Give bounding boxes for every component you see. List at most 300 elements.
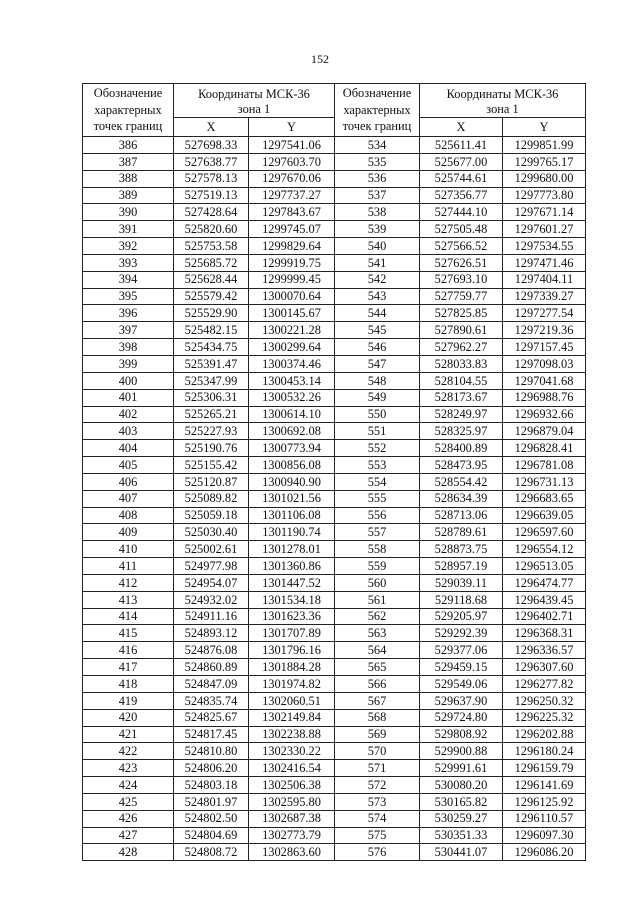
right-point-id-cell: 558 — [335, 541, 420, 558]
right-point-id-cell: 559 — [335, 558, 420, 575]
right-x-value-cell: 529724.80 — [420, 709, 503, 726]
right-x-value-cell: 527759.77 — [420, 288, 503, 305]
table-row — [83, 743, 586, 760]
table-row — [83, 490, 586, 507]
left-x-value-cell: 524876.08 — [174, 642, 249, 659]
table-row — [83, 355, 586, 372]
left-point-id-cell: 404 — [83, 440, 174, 457]
left-y-value-cell: 1300070.64 — [249, 288, 335, 305]
left-x-value-cell: 524825.67 — [174, 709, 249, 726]
right-point-id-cell: 564 — [335, 642, 420, 659]
right-x-value-cell: 527890.61 — [420, 322, 503, 339]
left-x-value-cell: 524847.09 — [174, 676, 249, 693]
right-point-id-cell: 536 — [335, 170, 420, 187]
right-y-value-cell: 1297041.68 — [503, 372, 586, 389]
right-x-value-cell: 528033.83 — [420, 355, 503, 372]
right-point-id-cell: 538 — [335, 204, 420, 221]
left-x-value-cell: 525190.76 — [174, 440, 249, 457]
right-point-id-cell: 572 — [335, 777, 420, 794]
right-x-value-cell: 527356.77 — [420, 187, 503, 204]
left-y-value-cell: 1302506.38 — [249, 777, 335, 794]
left-x-value-cell: 524860.89 — [174, 659, 249, 676]
left-point-id-cell: 418 — [83, 676, 174, 693]
right-y-value-cell: 1296731.13 — [503, 473, 586, 490]
right-y-value-cell: 1296513.05 — [503, 558, 586, 575]
table-row — [83, 423, 586, 440]
right-y-value-cell: 1296368.31 — [503, 625, 586, 642]
left-x-value-cell: 525155.42 — [174, 457, 249, 474]
left-x-value-cell: 525685.72 — [174, 254, 249, 271]
table-row — [83, 137, 586, 154]
right-x-value-cell: 528173.67 — [420, 389, 503, 406]
left-point-id-cell: 410 — [83, 541, 174, 558]
table-row — [83, 507, 586, 524]
right-point-id-cell: 562 — [335, 608, 420, 625]
right-point-id-cell: 567 — [335, 692, 420, 709]
left-x-value-cell: 527428.64 — [174, 204, 249, 221]
right-y-value-cell: 1296225.32 — [503, 709, 586, 726]
right-x-value-cell: 528249.97 — [420, 406, 503, 423]
left-x-value-cell: 527638.77 — [174, 153, 249, 170]
right-point-id-cell: 573 — [335, 793, 420, 810]
table-row — [83, 793, 586, 810]
right-y-value-cell: 1296307.60 — [503, 659, 586, 676]
left-y-value-cell: 1300773.94 — [249, 440, 335, 457]
left-y-value-cell: 1301021.56 — [249, 490, 335, 507]
right-x-value-cell: 528325.97 — [420, 423, 503, 440]
table-row — [83, 153, 586, 170]
x-column-header-left: X — [174, 118, 249, 137]
left-y-value-cell: 1300532.26 — [249, 389, 335, 406]
table-row — [83, 810, 586, 827]
table-row — [83, 271, 586, 288]
right-point-id-cell: 557 — [335, 524, 420, 541]
page-number: 152 — [311, 52, 329, 66]
left-x-value-cell: 524802.50 — [174, 810, 249, 827]
right-y-value-cell: 1296932.66 — [503, 406, 586, 423]
right-y-value-cell: 1296781.08 — [503, 457, 586, 474]
left-x-value-cell: 527698.33 — [174, 137, 249, 154]
right-y-value-cell: 1296180.24 — [503, 743, 586, 760]
left-x-value-cell: 525753.58 — [174, 238, 249, 255]
left-y-value-cell: 1302687.38 — [249, 810, 335, 827]
right-x-value-cell: 527566.52 — [420, 238, 503, 255]
left-y-value-cell: 1301796.16 — [249, 642, 335, 659]
left-point-id-cell: 403 — [83, 423, 174, 440]
left-point-id-cell: 424 — [83, 777, 174, 794]
table-row — [83, 659, 586, 676]
right-x-value-cell: 529118.68 — [420, 591, 503, 608]
right-y-value-cell: 1296639.05 — [503, 507, 586, 524]
right-y-value-cell: 1296683.65 — [503, 490, 586, 507]
left-x-value-cell: 525482.15 — [174, 322, 249, 339]
left-x-value-cell: 525059.18 — [174, 507, 249, 524]
left-y-value-cell: 1297603.70 — [249, 153, 335, 170]
left-point-id-cell: 425 — [83, 793, 174, 810]
table-row — [83, 760, 586, 777]
right-point-id-cell: 550 — [335, 406, 420, 423]
left-x-value-cell: 525002.61 — [174, 541, 249, 558]
left-x-value-cell: 524810.80 — [174, 743, 249, 760]
right-x-value-cell: 529377.06 — [420, 642, 503, 659]
left-point-id-cell: 405 — [83, 457, 174, 474]
table-row — [83, 406, 586, 423]
left-point-id-cell: 416 — [83, 642, 174, 659]
left-point-id-cell: 386 — [83, 137, 174, 154]
table-body — [83, 137, 586, 861]
right-point-id-cell: 537 — [335, 187, 420, 204]
left-point-id-cell: 428 — [83, 844, 174, 861]
left-x-value-cell: 524817.45 — [174, 726, 249, 743]
left-point-id-cell: 422 — [83, 743, 174, 760]
table-row — [83, 288, 586, 305]
right-y-value-cell: 1297404.11 — [503, 271, 586, 288]
table-row — [83, 322, 586, 339]
right-point-id-cell: 553 — [335, 457, 420, 474]
right-y-value-cell: 1297773.80 — [503, 187, 586, 204]
right-x-value-cell: 530441.07 — [420, 844, 503, 861]
right-point-id-cell: 565 — [335, 659, 420, 676]
right-point-id-cell: 556 — [335, 507, 420, 524]
right-x-value-cell: 529039.11 — [420, 574, 503, 591]
left-y-value-cell: 1301106.08 — [249, 507, 335, 524]
point-header-left: Обозначение характерных точек границ — [83, 84, 174, 137]
table-row — [83, 339, 586, 356]
table-row — [83, 709, 586, 726]
right-y-value-cell: 1299765.17 — [503, 153, 586, 170]
left-point-id-cell: 412 — [83, 574, 174, 591]
right-point-id-cell: 563 — [335, 625, 420, 642]
right-point-id-cell: 575 — [335, 827, 420, 844]
left-point-id-cell: 397 — [83, 322, 174, 339]
left-point-id-cell: 387 — [83, 153, 174, 170]
left-point-id-cell: 400 — [83, 372, 174, 389]
left-y-value-cell: 1297843.67 — [249, 204, 335, 221]
right-x-value-cell: 529900.88 — [420, 743, 503, 760]
right-y-value-cell: 1296554.12 — [503, 541, 586, 558]
left-y-value-cell: 1302416.54 — [249, 760, 335, 777]
right-point-id-cell: 542 — [335, 271, 420, 288]
right-x-value-cell: 528473.95 — [420, 457, 503, 474]
right-x-value-cell: 530080.20 — [420, 777, 503, 794]
table-row — [83, 473, 586, 490]
right-y-value-cell: 1296110.57 — [503, 810, 586, 827]
right-y-value-cell: 1296336.57 — [503, 642, 586, 659]
table-row — [83, 692, 586, 709]
table-row — [83, 625, 586, 642]
left-point-id-cell: 394 — [83, 271, 174, 288]
left-x-value-cell: 524835.74 — [174, 692, 249, 709]
left-x-value-cell: 525306.31 — [174, 389, 249, 406]
left-point-id-cell: 423 — [83, 760, 174, 777]
left-x-value-cell: 527578.13 — [174, 170, 249, 187]
left-point-id-cell: 413 — [83, 591, 174, 608]
left-point-id-cell: 402 — [83, 406, 174, 423]
left-x-value-cell: 525391.47 — [174, 355, 249, 372]
left-x-value-cell: 525434.75 — [174, 339, 249, 356]
left-y-value-cell: 1302863.60 — [249, 844, 335, 861]
right-point-id-cell: 552 — [335, 440, 420, 457]
left-point-id-cell: 427 — [83, 827, 174, 844]
right-x-value-cell: 529549.06 — [420, 676, 503, 693]
left-y-value-cell: 1300614.10 — [249, 406, 335, 423]
left-y-value-cell: 1299999.45 — [249, 271, 335, 288]
right-point-id-cell: 549 — [335, 389, 420, 406]
x-column-header-right: X — [420, 118, 503, 137]
left-y-value-cell: 1301278.01 — [249, 541, 335, 558]
left-x-value-cell: 524801.97 — [174, 793, 249, 810]
left-x-value-cell: 525347.99 — [174, 372, 249, 389]
table-row — [83, 187, 586, 204]
left-y-value-cell: 1302060.51 — [249, 692, 335, 709]
table-row — [83, 440, 586, 457]
right-y-value-cell: 1296202.88 — [503, 726, 586, 743]
table-row — [83, 591, 586, 608]
left-y-value-cell: 1302595.80 — [249, 793, 335, 810]
table-row — [83, 844, 586, 861]
coords-header-left: Координаты МСК-36 зона 1 — [174, 84, 335, 118]
right-x-value-cell: 527693.10 — [420, 271, 503, 288]
right-x-value-cell: 527962.27 — [420, 339, 503, 356]
right-y-value-cell: 1299680.00 — [503, 170, 586, 187]
table-row — [83, 777, 586, 794]
right-y-value-cell: 1297219.36 — [503, 322, 586, 339]
right-y-value-cell: 1297277.54 — [503, 305, 586, 322]
right-x-value-cell: 528400.89 — [420, 440, 503, 457]
right-x-value-cell: 528554.42 — [420, 473, 503, 490]
right-y-value-cell: 1296474.77 — [503, 574, 586, 591]
right-y-value-cell: 1296250.32 — [503, 692, 586, 709]
left-point-id-cell: 391 — [83, 221, 174, 238]
right-x-value-cell: 528873.75 — [420, 541, 503, 558]
left-y-value-cell: 1301534.18 — [249, 591, 335, 608]
table-row — [83, 170, 586, 187]
right-point-id-cell: 566 — [335, 676, 420, 693]
right-x-value-cell: 527626.51 — [420, 254, 503, 271]
right-point-id-cell: 539 — [335, 221, 420, 238]
left-point-id-cell: 420 — [83, 709, 174, 726]
right-x-value-cell: 529292.39 — [420, 625, 503, 642]
right-point-id-cell: 535 — [335, 153, 420, 170]
right-x-value-cell: 529205.97 — [420, 608, 503, 625]
right-x-value-cell: 528634.39 — [420, 490, 503, 507]
y-column-header-left: Y — [249, 118, 335, 137]
right-y-value-cell: 1296439.45 — [503, 591, 586, 608]
right-x-value-cell: 525611.41 — [420, 137, 503, 154]
right-point-id-cell: 571 — [335, 760, 420, 777]
table-row — [83, 558, 586, 575]
left-x-value-cell: 524893.12 — [174, 625, 249, 642]
right-x-value-cell: 528789.61 — [420, 524, 503, 541]
right-y-value-cell: 1296879.04 — [503, 423, 586, 440]
right-y-value-cell: 1296402.71 — [503, 608, 586, 625]
right-y-value-cell: 1297671.14 — [503, 204, 586, 221]
table-row — [83, 574, 586, 591]
left-point-id-cell: 421 — [83, 726, 174, 743]
left-x-value-cell: 525120.87 — [174, 473, 249, 490]
left-y-value-cell: 1301623.36 — [249, 608, 335, 625]
right-point-id-cell: 551 — [335, 423, 420, 440]
right-x-value-cell: 529808.92 — [420, 726, 503, 743]
left-point-id-cell: 396 — [83, 305, 174, 322]
left-x-value-cell: 527519.13 — [174, 187, 249, 204]
right-x-value-cell: 528713.06 — [420, 507, 503, 524]
right-x-value-cell: 527444.10 — [420, 204, 503, 221]
left-y-value-cell: 1302330.22 — [249, 743, 335, 760]
table-row — [83, 204, 586, 221]
left-point-id-cell: 414 — [83, 608, 174, 625]
table-row — [83, 642, 586, 659]
table-row — [83, 726, 586, 743]
left-point-id-cell: 389 — [83, 187, 174, 204]
left-y-value-cell: 1300221.28 — [249, 322, 335, 339]
left-y-value-cell: 1302149.84 — [249, 709, 335, 726]
right-x-value-cell: 529459.15 — [420, 659, 503, 676]
right-y-value-cell: 1299851.99 — [503, 137, 586, 154]
right-x-value-cell: 530259.27 — [420, 810, 503, 827]
table-row — [83, 254, 586, 271]
right-point-id-cell: 545 — [335, 322, 420, 339]
right-point-id-cell: 541 — [335, 254, 420, 271]
right-point-id-cell: 544 — [335, 305, 420, 322]
right-x-value-cell: 530351.33 — [420, 827, 503, 844]
left-y-value-cell: 1300692.08 — [249, 423, 335, 440]
left-y-value-cell: 1301974.82 — [249, 676, 335, 693]
left-point-id-cell: 399 — [83, 355, 174, 372]
left-point-id-cell: 419 — [83, 692, 174, 709]
right-y-value-cell: 1297471.46 — [503, 254, 586, 271]
right-x-value-cell: 527505.48 — [420, 221, 503, 238]
left-x-value-cell: 525628.44 — [174, 271, 249, 288]
left-x-value-cell: 524932.02 — [174, 591, 249, 608]
left-point-id-cell: 415 — [83, 625, 174, 642]
table-row — [83, 541, 586, 558]
left-x-value-cell: 525820.60 — [174, 221, 249, 238]
left-point-id-cell: 408 — [83, 507, 174, 524]
left-x-value-cell: 525227.93 — [174, 423, 249, 440]
right-x-value-cell: 529637.90 — [420, 692, 503, 709]
left-y-value-cell: 1299919.75 — [249, 254, 335, 271]
left-point-id-cell: 411 — [83, 558, 174, 575]
left-point-id-cell: 409 — [83, 524, 174, 541]
left-y-value-cell: 1299829.64 — [249, 238, 335, 255]
right-y-value-cell: 1296097.30 — [503, 827, 586, 844]
right-y-value-cell: 1296141.69 — [503, 777, 586, 794]
left-y-value-cell: 1300453.14 — [249, 372, 335, 389]
coords-header-right: Координаты МСК-36 зона 1 — [420, 84, 586, 118]
left-x-value-cell: 525529.90 — [174, 305, 249, 322]
right-x-value-cell: 530165.82 — [420, 793, 503, 810]
left-point-id-cell: 407 — [83, 490, 174, 507]
right-x-value-cell: 528104.55 — [420, 372, 503, 389]
left-point-id-cell: 388 — [83, 170, 174, 187]
boundary-coordinates-table — [82, 83, 586, 861]
table-row — [83, 238, 586, 255]
right-point-id-cell: 568 — [335, 709, 420, 726]
table-row — [83, 827, 586, 844]
table-row — [83, 457, 586, 474]
left-x-value-cell: 525579.42 — [174, 288, 249, 305]
right-y-value-cell: 1297098.03 — [503, 355, 586, 372]
right-y-value-cell: 1297339.27 — [503, 288, 586, 305]
left-y-value-cell: 1300299.64 — [249, 339, 335, 356]
right-y-value-cell: 1297601.27 — [503, 221, 586, 238]
left-point-id-cell: 398 — [83, 339, 174, 356]
left-y-value-cell: 1301360.86 — [249, 558, 335, 575]
right-point-id-cell: 561 — [335, 591, 420, 608]
left-y-value-cell: 1300145.67 — [249, 305, 335, 322]
left-x-value-cell: 524804.69 — [174, 827, 249, 844]
table-row — [83, 305, 586, 322]
left-x-value-cell: 524911.16 — [174, 608, 249, 625]
right-y-value-cell: 1296597.60 — [503, 524, 586, 541]
left-y-value-cell: 1297541.06 — [249, 137, 335, 154]
right-x-value-cell: 525677.00 — [420, 153, 503, 170]
right-point-id-cell: 569 — [335, 726, 420, 743]
right-point-id-cell: 560 — [335, 574, 420, 591]
left-x-value-cell: 525089.82 — [174, 490, 249, 507]
left-point-id-cell: 401 — [83, 389, 174, 406]
left-y-value-cell: 1300374.46 — [249, 355, 335, 372]
table-row — [83, 524, 586, 541]
right-point-id-cell: 540 — [335, 238, 420, 255]
table-row — [83, 389, 586, 406]
table-row — [83, 676, 586, 693]
left-y-value-cell: 1301447.52 — [249, 574, 335, 591]
right-point-id-cell: 555 — [335, 490, 420, 507]
left-x-value-cell: 524954.07 — [174, 574, 249, 591]
left-point-id-cell: 390 — [83, 204, 174, 221]
left-x-value-cell: 524803.18 — [174, 777, 249, 794]
right-x-value-cell: 525744.61 — [420, 170, 503, 187]
left-point-id-cell: 395 — [83, 288, 174, 305]
right-y-value-cell: 1296086.20 — [503, 844, 586, 861]
left-point-id-cell: 392 — [83, 238, 174, 255]
left-y-value-cell: 1302773.79 — [249, 827, 335, 844]
table-row — [83, 372, 586, 389]
right-x-value-cell: 528957.19 — [420, 558, 503, 575]
left-point-id-cell: 393 — [83, 254, 174, 271]
right-y-value-cell: 1296125.92 — [503, 793, 586, 810]
right-y-value-cell: 1296828.41 — [503, 440, 586, 457]
y-column-header-right: Y — [503, 118, 586, 137]
right-y-value-cell: 1296277.82 — [503, 676, 586, 693]
left-y-value-cell: 1301190.74 — [249, 524, 335, 541]
left-y-value-cell: 1300940.90 — [249, 473, 335, 490]
left-x-value-cell: 524808.72 — [174, 844, 249, 861]
left-x-value-cell: 525030.40 — [174, 524, 249, 541]
left-point-id-cell: 426 — [83, 810, 174, 827]
left-x-value-cell: 524806.20 — [174, 760, 249, 777]
left-y-value-cell: 1301884.28 — [249, 659, 335, 676]
left-point-id-cell: 417 — [83, 659, 174, 676]
left-y-value-cell: 1300856.08 — [249, 457, 335, 474]
right-point-id-cell: 554 — [335, 473, 420, 490]
left-y-value-cell: 1302238.88 — [249, 726, 335, 743]
right-point-id-cell: 570 — [335, 743, 420, 760]
right-point-id-cell: 546 — [335, 339, 420, 356]
right-x-value-cell: 527825.85 — [420, 305, 503, 322]
left-y-value-cell: 1297670.06 — [249, 170, 335, 187]
right-point-id-cell: 543 — [335, 288, 420, 305]
left-x-value-cell: 524977.98 — [174, 558, 249, 575]
left-y-value-cell: 1301707.89 — [249, 625, 335, 642]
point-header-right: Обозначение характерных точек границ — [335, 84, 420, 137]
right-point-id-cell: 547 — [335, 355, 420, 372]
right-y-value-cell: 1297157.45 — [503, 339, 586, 356]
right-y-value-cell: 1297534.55 — [503, 238, 586, 255]
table-row — [83, 608, 586, 625]
